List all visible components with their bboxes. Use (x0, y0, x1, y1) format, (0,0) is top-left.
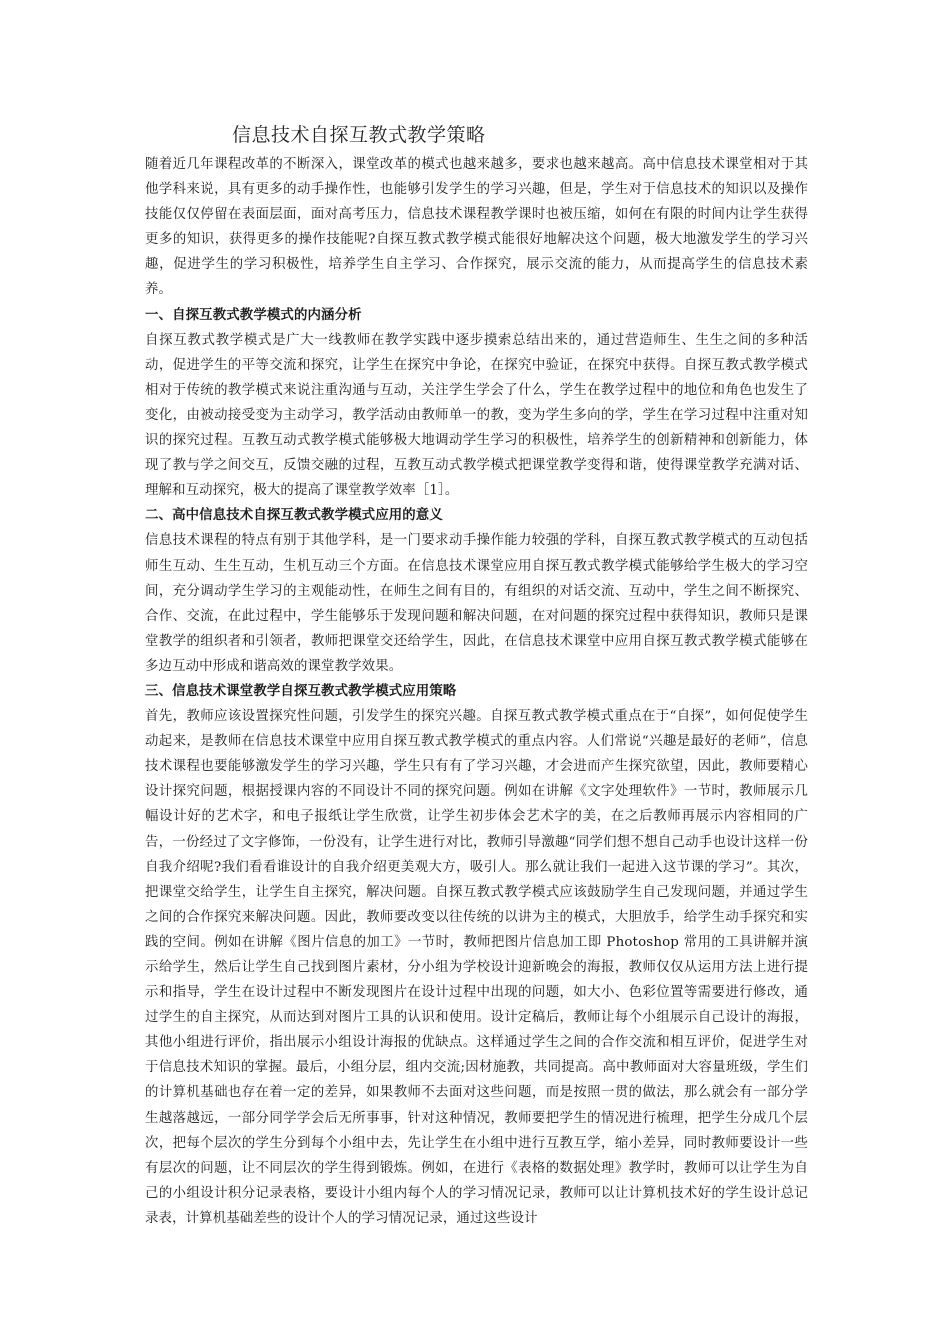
section-heading-2: 二、高中信息技术自探互教式教学模式应用的意义 (145, 508, 443, 524)
document-title: 信息技术自探互教式教学策略 (232, 124, 486, 146)
document-body (145, 152, 808, 1231)
intro-paragraph: 随着近几年课程改革的不断深入，课堂改革的模式也越来越多，要求也越来越高。高中信息技术课堂相对于其他学科来说，具有更多的动手操作性，也能够引发学生的学习兴趣，但是，学生对于信息技术的知识以及操作技能仅仅停留在表面层面，面对高考压力，信息技术课程教学课时也被压缩，如何在有限的时间内让学生获得更多的知识，获得更多的操作技能呢?自探互教式教学模式能很好地解决这个问题，极大地激发学生的学习兴趣，促进学生的学习积极性，培养学生自主学习、合作探究，展示交流的能力，从而提高学生的信息技术素养。 (145, 157, 808, 298)
section-heading-3: 三、信息技术课堂教学自探互教式教学模式应用策略 (145, 683, 457, 699)
section-heading-1: 一、自探互教式教学模式的内涵分析 (145, 307, 362, 323)
section-paragraph-2: 信息技术课程的特点有别于其他学科，是一门要求动手操作能力较强的学科，自探互教式教学模式的互动包括师生互动、生生互动，生机互动三个方面。在信息技术课堂应用自探互教式教学模式能够给学生极大的学习空间，充分调动学生学习的主观能动性，在师生之间有目的，有组织的对话交流、互动中，学生之间不断探究、合作、交流，在此过程中，学生能够乐于发现问题和解决问题，在对问题的探究过程中获得知识，教师只是课堂教学的组织者和引领者，教师把课堂交还给学生，因此，在信息技术课堂中应用自探互教式教学模式能够在多边互动中形成和谐高效的课堂教学效果。 (145, 533, 808, 674)
section-paragraph-3: 首先，教师应该设置探究性问题，引发学生的探究兴趣。自探互教式教学模式重点在于“自探”，如何促使学生动起来，是教师在信息技术课堂中应用自探互教式教学模式的重点内容。人们常说“兴趣是最好的老师”，信息技术课程也要能够激发学生的学习兴趣，学生只有有了学习兴趣，才会进而产生探究欲望，因此，教师要精心设计探究问题，根据授课内容的不同设计不同的探究问题。例如在讲解《文字处理软件》一节时，教师展示几幅设计好的艺术字，和电子报纸让学生欣赏，让学生初步体会艺术字的美，在之后教师再展示内容相同的广告，一份经过了文字修饰，一份没有，让学生进行对比，教师引导激趣“同学们想不想自己动手也设计这样一份自我介绍呢?我们看看谁设计的自我介绍更美观大方，吸引人。那么就让我们一起进入这节课的学习”。其次，把课堂交给学生，让学生自主探究，解决问题。自探互教式教学模式应该鼓励学生自己发现问题，并通过学生之间的合作探究来解决问题。因此，教师要改变以往传统的以讲为主的模式，大胆放手，给学生动手探究和实践的空间。例如在讲解《图片信息的加工》一节时，教师把图片信息加工即 Photoshop 常用的工具讲解并演示给学生，然后让学生自己找到图片素材，分小组为学校设计迎新晚会的海报，教师仅仅从运用方法上进行提示和指导，学生在设计过程中不断发现图片在设计过程中出现的问题，如大小、色彩位置等需要进行修改，通过学生的自主探究，从而达到对图片工具的认识和使用。设计定稿后，教师让每个小组展示自己设计的海报，其他小组进行评价，指出展示小组设计海报的优缺点。这样通过学生之间的合作交流和相互评价，促进学生对于信息技术知识的掌握。最后，小组分层，组内交流;因材施教，共同提高。高中教师面对大容量班级，学生们的计算机基础也存在着一定的差异，如果教师不去面对这些问题，而是按照一贯的做法，那么就会有一部分学生越落越远，一部分同学学会后无所事事，针对这种情况，教师要把学生的情况进行梳理，把学生分成几个层次，把每个层次的学生分到每个小组中去，先让学生在小组中进行互教互学，缩小差异，同时教师要设计一些有层次的问题，让不同层次的学生得到锻炼。例如，在进行《表格的数据处理》教学时，教师可以让学生为自己的小组设计积分记录表格，要设计小组内每个人的学习情况记录，教师可以让计算机技术好的学生设计总记录表，计算机基础差些的设计个人的学习情况记录，通过这些设计 (145, 709, 808, 1226)
section-paragraph-1: 自探互教式教学模式是广大一线教师在教学实践中逐步摸索总结出来的，通过营造师生、生生之间的多种活动，促进学生的平等交流和探究，让学生在探究中争论，在探究中验证，在探究中获得。自探互教式教学模式相对于传统的教学模式来说注重沟通与互动，关注学生学会了什么，学生在教学过程中的地位和角色也发生了变化，由被动接受变为主动学习，教学活动由教师单一的教，变为学生多向的学，学生在学习过程中注重对知识的探究过程。互教互动式教学模式能够极大地调动学生学习的积极性，培养学生的创新精神和创新能力，体现了教与学之间交互，反馈交融的过程，互教互动式教学模式把课堂教学变得和谐，使得课堂教学充满对话、理解和互动探究，极大的提高了课堂教学效率［1］。 (145, 332, 808, 499)
